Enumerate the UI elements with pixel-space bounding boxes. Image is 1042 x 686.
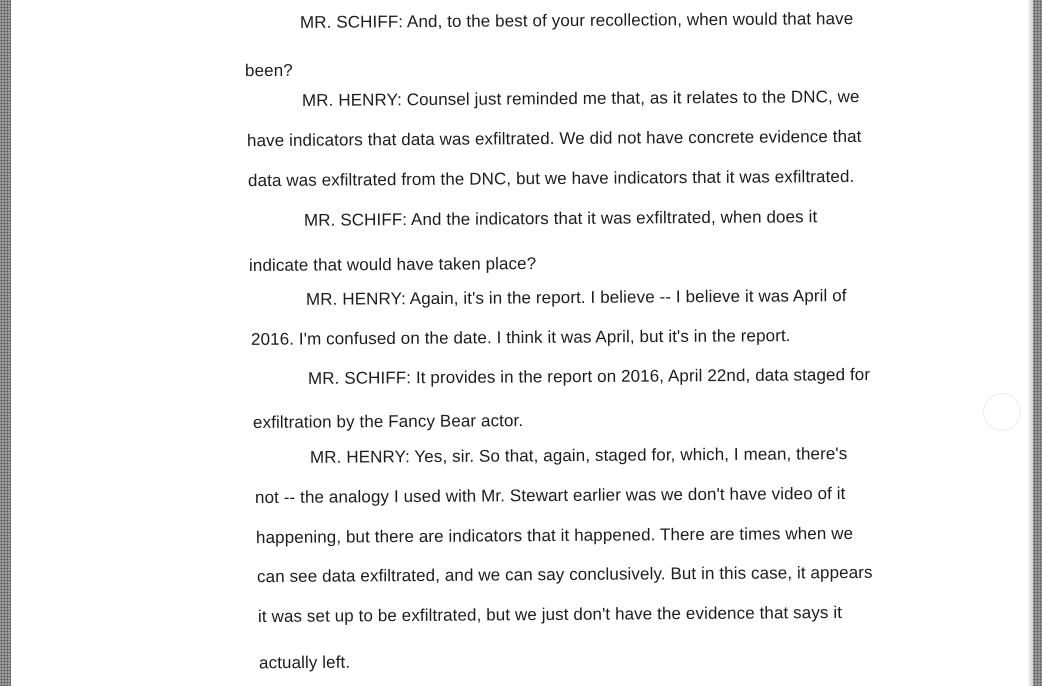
transcript-line: it was set up to be exfiltrated, but we just don't have the evidence that says it: [257, 602, 843, 627]
transcript-line: exfiltration by the Fancy Bear actor.: [252, 411, 524, 432]
transcript-page: [11, 0, 1027, 686]
transcript-line: data was exfiltrated from the DNC, but we have indicators that it was exfiltrated.: [247, 166, 855, 191]
transcript-line: not -- the analogy I used with Mr. Stewart earlier was we don't have video of it: [254, 483, 846, 508]
scan-edge-right: [1033, 0, 1042, 686]
transcript-line: been?: [244, 60, 293, 81]
transcript-line: 2016. I'm confused on the date. I think it was April, but it's in the report.: [250, 326, 791, 349]
transcript-line: can see data exfiltrated, and we can say conclusively. But in this case, it appears: [256, 562, 873, 587]
transcript-line: MR. HENRY: Counsel just reminded me that, as it relates to the DNC, we: [301, 87, 860, 110]
transcript-line: MR. SCHIFF: It provides in the report on 2016, April 22nd, data staged for: [307, 365, 871, 388]
transcript-line: happening, but there are indicators that it happened. There are times when we: [255, 523, 854, 548]
transcript-line: actually left.: [258, 652, 351, 673]
transcript-line: indicate that would have taken place?: [248, 253, 537, 276]
scan-edge-left: [0, 0, 11, 686]
transcript-line: MR. SCHIFF: And, to the best of your recollection, when would that have: [299, 9, 854, 32]
scan-artifact: [983, 393, 1021, 431]
transcript-line: MR. HENRY: Again, it's in the report. I believe -- I believe it was April of: [305, 286, 847, 309]
transcript-line: MR. HENRY: Yes, sir. So that, again, staged for, which, I mean, there's: [309, 444, 848, 467]
transcript-line: MR. SCHIFF: And the indicators that it was exfiltrated, when does it: [303, 207, 818, 230]
transcript-line: have indicators that data was exfiltrated. We did not have concrete evidence that: [246, 126, 862, 151]
page-shadow: [1027, 0, 1033, 686]
